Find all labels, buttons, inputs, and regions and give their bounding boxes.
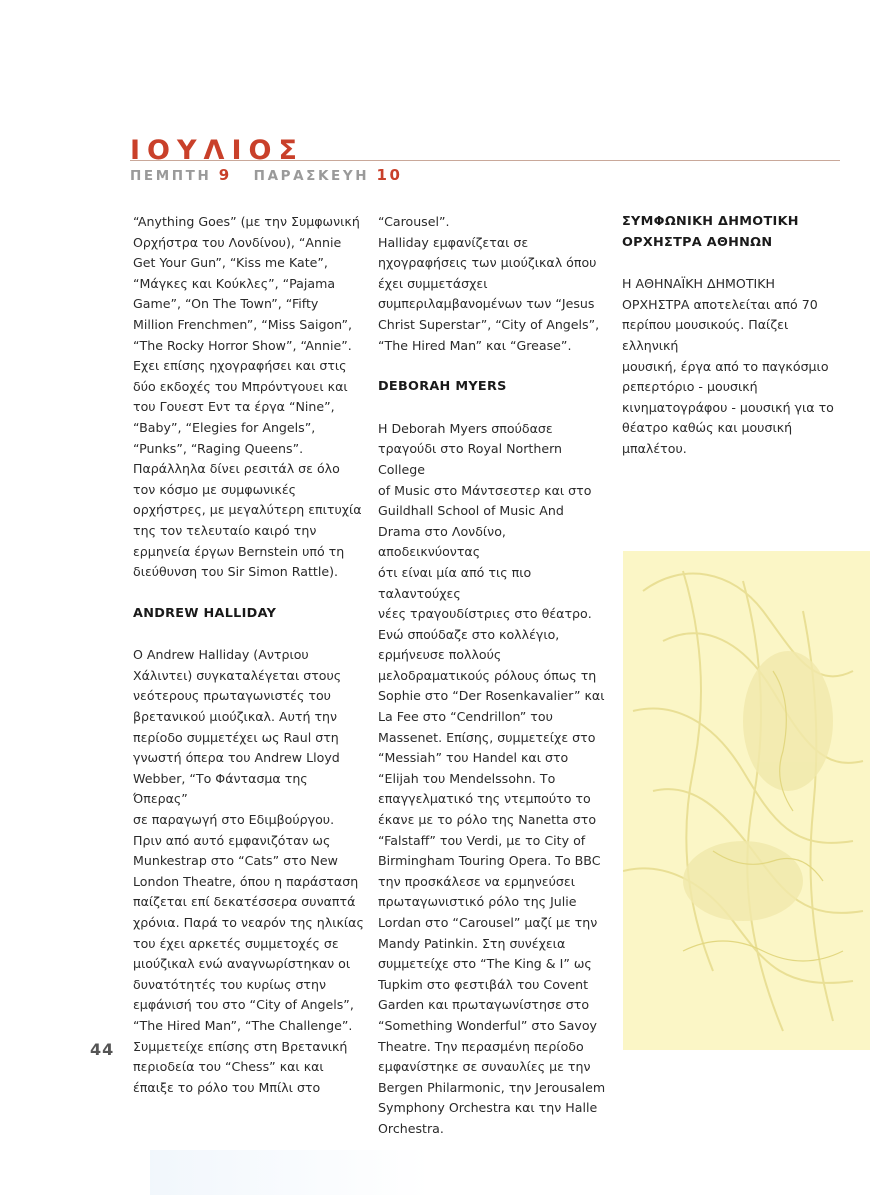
text-line: βρετανικού μιούζικαλ. Αυτή την <box>133 709 338 725</box>
text-line: χρόνια. Παρά το νεαρόν της ηλικίας <box>133 915 364 930</box>
text-line: ορχήστρες, με μεγαλύτερη επιτυχία <box>133 502 362 518</box>
text-line: Guildhall School of Music And <box>378 503 564 519</box>
day2-number: 10 <box>376 166 403 184</box>
text-line: παίζεται επί δεκατέσσερα συναπτά <box>133 894 356 910</box>
text-line: Million Frenchmen”, “Miss Saigon”, <box>133 316 352 332</box>
text-line: “Something Wonderful” στο Savoy <box>378 1017 597 1033</box>
text-line: of Music στο Μάντσεστερ και στο <box>378 482 592 498</box>
decorative-artwork <box>623 551 870 1050</box>
text-line: “The Hired Man”, “The Challenge”. <box>133 1017 353 1033</box>
text-line: τραγούδι στο Royal Northern College <box>378 441 563 477</box>
text-line: Symphony Orchestra και την Halle <box>378 1100 598 1116</box>
text-line: Η Deborah Myers σπούδασε <box>378 420 553 436</box>
text-line: Orchestra. <box>378 1120 444 1136</box>
text-line: Drama στο Λονδίνο, αποδεικνύοντας <box>378 523 506 560</box>
text-line: “Falstaff” του Verdi, με το City of <box>378 832 586 848</box>
text-line: ηχογραφήσεις των μιούζικαλ όπου <box>378 255 597 271</box>
bottom-tint <box>150 1150 430 1195</box>
text-line: ότι είναι μία από τις πιο ταλαντούχες <box>378 564 532 601</box>
text-line: “Punks”, “Raging Queens”. <box>133 440 304 456</box>
text-line: Christ Superstar”, “City of Angels”, <box>378 316 600 332</box>
text-line: δυνατότητές του κυρίως στην <box>133 976 327 992</box>
text-line: γνωστή όπερα του Andrew Lloyd <box>133 750 340 766</box>
text-line: μουσική, έργα από το παγκόσμιο <box>622 358 829 374</box>
text-line: Παράλληλα δίνει ρεσιτάλ σε όλο <box>133 461 340 477</box>
text-line: ρεπερτόριο - μουσική <box>622 379 758 395</box>
text-line: σε παραγωγή στο Εδιμβούργου. <box>133 812 335 828</box>
day1-number: 9 <box>218 166 232 184</box>
text-line: μελοδραματικούς ρόλους όπως τη <box>378 667 597 683</box>
text-line: της τον τελευταίο καιρό την <box>133 522 317 538</box>
text-line: του Γουεστ Εντ τα έργα “Nine”, <box>133 399 335 415</box>
text-line: Massenet. Επίσης, συμμετείχε στο <box>378 729 596 745</box>
text-line: Συμμετείχε επίσης στη Βρετανική <box>133 1038 348 1054</box>
text-line: “The Hired Man” και “Grease”. <box>378 337 572 353</box>
text-line: περίοδο συμμετέχει ως Raul στη <box>133 729 339 745</box>
text-line: διεύθυνση του Sir Simon Rattle). <box>133 564 338 580</box>
text-line: Munkestrap στο “Cats” στο New <box>133 853 338 869</box>
text-line: τον κόσμο με συμφωνικές <box>133 481 297 497</box>
text-line: κινηματογράφου - μουσική για το <box>622 399 834 415</box>
text-line: Πριν από αυτό εμφανιζόταν ως <box>133 832 331 848</box>
text-line: Sophie στο “Der Rosenkavalier” και <box>378 688 605 704</box>
text-line: δύο εκδοχές του Μπρόντγουει και <box>133 378 348 394</box>
text-line: έκανε με το ρόλο της Nanetta στο <box>378 812 597 828</box>
text-line: London Theatre, όπου η παράσταση <box>133 873 359 889</box>
text-line: νεότερους πρωταγωνιστές του <box>133 688 331 704</box>
heading-deborah-myers: DEBORAH MYERS <box>378 379 507 395</box>
text-line: συμπεριλαμβανομένων των “Jesus <box>378 296 595 312</box>
col2-paragraph-1 <box>378 212 610 356</box>
text-line: ΟΡΧΗΣΤΡΑ αποτελείται από 70 <box>622 296 818 312</box>
text-line: του έχει αρκετές συμμετοχές σε <box>133 935 339 951</box>
header-rule <box>130 160 840 161</box>
text-line: “Baby”, “Elegies for Angels”, <box>133 419 316 435</box>
text-line: “Anything Goes” (με την Συμφωνική <box>133 214 360 229</box>
heading-orchestra-line2: ΟΡΧΗΣΤΡΑ ΑΘΗΝΩΝ <box>622 234 773 250</box>
text-line: θέατρο καθώς και μουσική <box>622 420 793 436</box>
text-line: Εχει επίσης ηχογραφήσει και στις <box>133 358 347 374</box>
col2-paragraph-2 <box>378 419 610 1140</box>
text-line: ερμήνευσε πολλούς <box>378 647 502 663</box>
col1-paragraph-2 <box>133 645 365 1098</box>
col1-paragraph-1 <box>133 212 365 583</box>
text-line: Get Your Gun”, “Kiss me Kate”, <box>133 255 328 271</box>
text-line: Ενώ σπούδαζε στο κολλέγιο, <box>378 626 560 642</box>
day-labels <box>130 166 403 185</box>
day2-name: ΠΑΡΑΣΚΕΥΗ <box>253 168 370 184</box>
text-line: Ορχήστρα του Λονδίνου), “Annie <box>133 234 342 250</box>
text-line: Game”, “On The Town”, “Fifty <box>133 296 319 312</box>
text-line: Mandy Patinkin. Στη συνέχεια <box>378 935 566 951</box>
column-1 <box>133 212 365 1098</box>
text-line: Garden και πρωταγωνίστησε στο <box>378 997 590 1013</box>
text-line: εμφανίστηκε σε συναυλίες με την <box>378 1059 591 1075</box>
text-line: μιούζικαλ ενώ αναγνωρίστηκαν οι <box>133 956 351 972</box>
text-line: “Carousel”. <box>378 214 450 229</box>
text-line: Theatre. Την περασμένη περίοδο <box>378 1038 584 1054</box>
text-line: Lordan στο “Carousel” μαζί με την <box>378 915 598 930</box>
text-line: νέες τραγουδίστριες στο θέατρο. <box>378 606 592 622</box>
text-line: Halliday εμφανίζεται σε <box>378 234 529 250</box>
text-line: La Fee στο “Cendrillon” του <box>378 709 553 725</box>
heading-andrew-halliday: ANDREW HALLIDAY <box>133 605 277 621</box>
text-line: “The Rocky Horror Show”, “Annie”. <box>133 337 352 353</box>
text-line: Bergen Philarmonic, την Jerousalem <box>378 1079 606 1095</box>
text-line: περίπου μουσικούς. Παίζει ελληνική <box>622 317 789 353</box>
column-3 <box>622 212 840 460</box>
text-line: εμφάνισή του στο “City of Angels”, <box>133 997 354 1013</box>
text-line: μπαλέτου. <box>622 440 687 456</box>
text-line: επαγγελματικό της ντεμπούτο το <box>378 791 591 807</box>
text-line: πρωταγωνιστικό ρόλο της Julie <box>378 894 577 910</box>
text-line: ερμηνεία έργων Bernstein υπό τη <box>133 543 345 559</box>
page-number: 44 <box>90 1040 115 1059</box>
text-line: έχει συμμετάσχει <box>378 275 488 291</box>
text-line: Webber, “Το Φάντασμα της Όπερας” <box>133 770 308 807</box>
text-line: Birmingham Touring Opera. Το BBC <box>378 853 601 869</box>
heading-orchestra-line1: ΣΥΜΦΩΝΙΚΗ ΔΗΜΟΤΙΚΗ <box>622 214 799 229</box>
col3-paragraph <box>622 274 840 459</box>
column-2 <box>378 212 610 1140</box>
text-line: “Elijah του Mendelssohn. Το <box>378 770 556 786</box>
text-line: Tupkim στο φεστιβάλ του Covent <box>378 976 589 992</box>
text-line: “Messiah” του Handel και στο <box>378 750 569 766</box>
text-line: περιοδεία του “Chess” και και <box>133 1059 324 1075</box>
month-title: ΙΟΥΛΙΟΣ <box>130 135 304 166</box>
day1-name: ΠΕΜΠΤΗ <box>130 168 212 184</box>
text-line: συμμετείχε στο “The King & I” ως <box>378 956 592 972</box>
text-line: έπαιξε το ρόλο του Μπίλι στο <box>133 1079 321 1095</box>
angel-illustration-icon <box>623 551 870 1050</box>
text-line: “Μάγκες και Κούκλες”, “Pajama <box>133 275 336 291</box>
text-line: Χάλιντει) συγκαταλέγεται στους <box>133 667 342 683</box>
text-line: την προσκάλεσε να ερμηνεύσει <box>378 873 575 889</box>
text-line: Η ΑΘΗΝΑΪΚΗ ΔΗΜΟΤΙΚΗ <box>622 276 775 292</box>
text-line: Ο Andrew Halliday (Αντριου <box>133 647 309 663</box>
